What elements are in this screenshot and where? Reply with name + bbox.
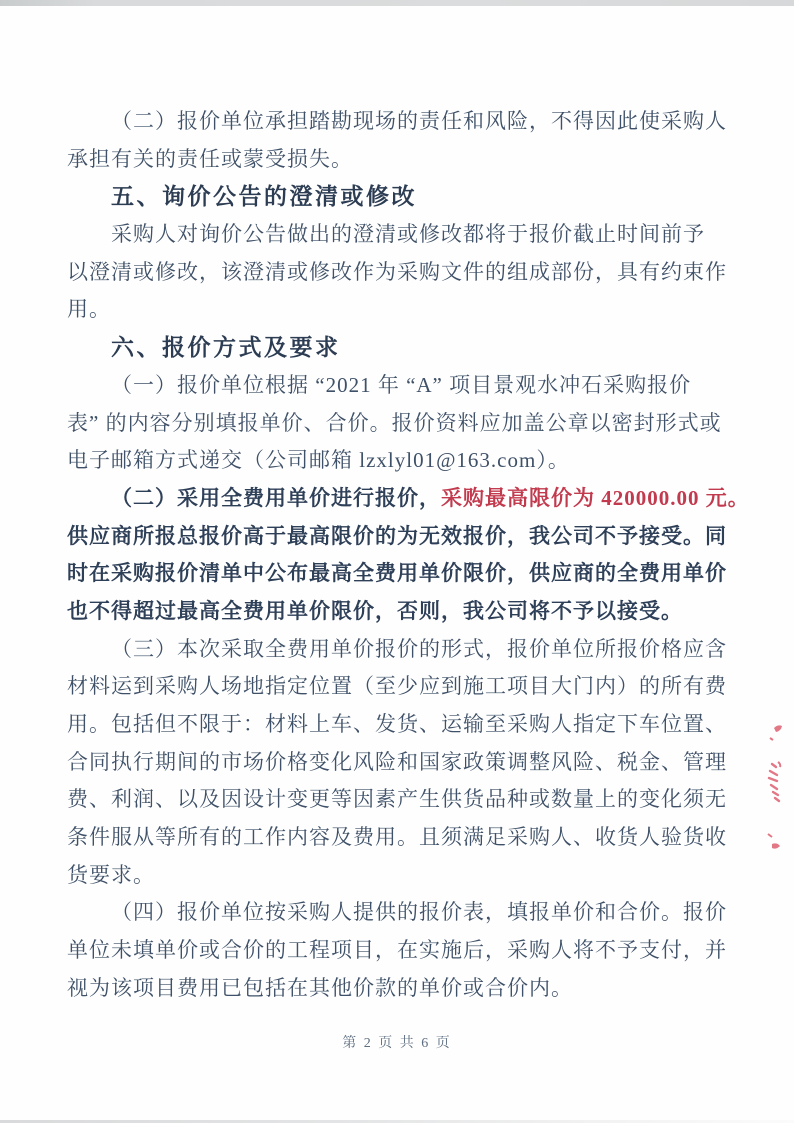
text-line: （四）报价单位按采购人提供的报价表，填报单价和合价。报价 xyxy=(111,900,727,925)
section-heading: 五、询价公告的澄清或修改 xyxy=(111,183,417,210)
text-line: 单位未填单价或合价的工程项目，在实施后，采购人将不予支付，并 xyxy=(67,938,727,963)
red-seal-fragment xyxy=(760,718,794,868)
scan-edge-artifact-top xyxy=(0,0,794,6)
text-line: （二）报价单位承担踏勘现场的责任和风险，不得因此使采购人 xyxy=(111,109,727,133)
text-line: 用。包括但不限于：材料上车、发货、运输至采购人指定下车位置、 xyxy=(67,712,727,736)
text-line: 供应商所报总报价高于最高限价的为无效报价，我公司不予接受。同 xyxy=(67,523,727,548)
text-line: 货要求。 xyxy=(67,862,155,887)
page-number-footer: 第 2 页 共 6 页 xyxy=(342,1036,452,1051)
text-line: 也不得超过最高全费用单价限价，否则，我公司将不予以接受。 xyxy=(67,598,683,623)
text-line: 视为该项目费用已包括在其他价款的单价或合价内。 xyxy=(67,975,573,1000)
text-line: （二）采用全费用单价进行报价，采购最高限价为 420000.00 元。 xyxy=(111,485,750,510)
text-line: 表” 的内容分别填报单价、合价。报价资料应加盖公章以密封形式或 xyxy=(67,410,722,435)
text-line: 材料运到采购人场地指定位置（至少应到施工项目大门内）的所有费 xyxy=(67,674,727,699)
text-line: （三）本次采取全费用单价报价的形式，报价单位所报价格应含 xyxy=(111,636,727,661)
text-line: 合同执行期间的市场价格变化风险和国家政策调整风险、税金、管理 xyxy=(67,749,727,774)
section-heading: 六、报价方式及要求 xyxy=(111,334,341,361)
text-line: 费、利润、以及因设计变更等因素产生供货品种或数量上的变化须无 xyxy=(67,787,727,812)
max-price-highlight: 采购最高限价为 420000.00 元。 xyxy=(441,485,750,510)
text-line: 承担有关的责任或蒙受损失。 xyxy=(67,146,353,171)
text-line: 时在采购报价清单中公布最高全费用单价限价，供应商的全费用单价 xyxy=(67,561,727,586)
text-line: 电子邮箱方式递交（公司邮箱 lzxlyl01@163.com）。 xyxy=(67,448,570,473)
document-body xyxy=(67,103,750,1008)
text-line: 采购人对询价公告做出的澄清或修改都将于报价截止时间前予 xyxy=(111,222,705,247)
text-line: （一）报价单位根据 “2021 年 “A” 项目景观水冲石采购报价 xyxy=(111,372,692,397)
text-line: 用。 xyxy=(67,297,111,322)
text-line: 条件服从等所有的工作内容及费用。且须满足采购人、收货人验货收 xyxy=(67,825,727,850)
text-line: 以澄清或修改，该澄清或修改作为采购文件的组成部份，具有约束作 xyxy=(67,259,727,284)
